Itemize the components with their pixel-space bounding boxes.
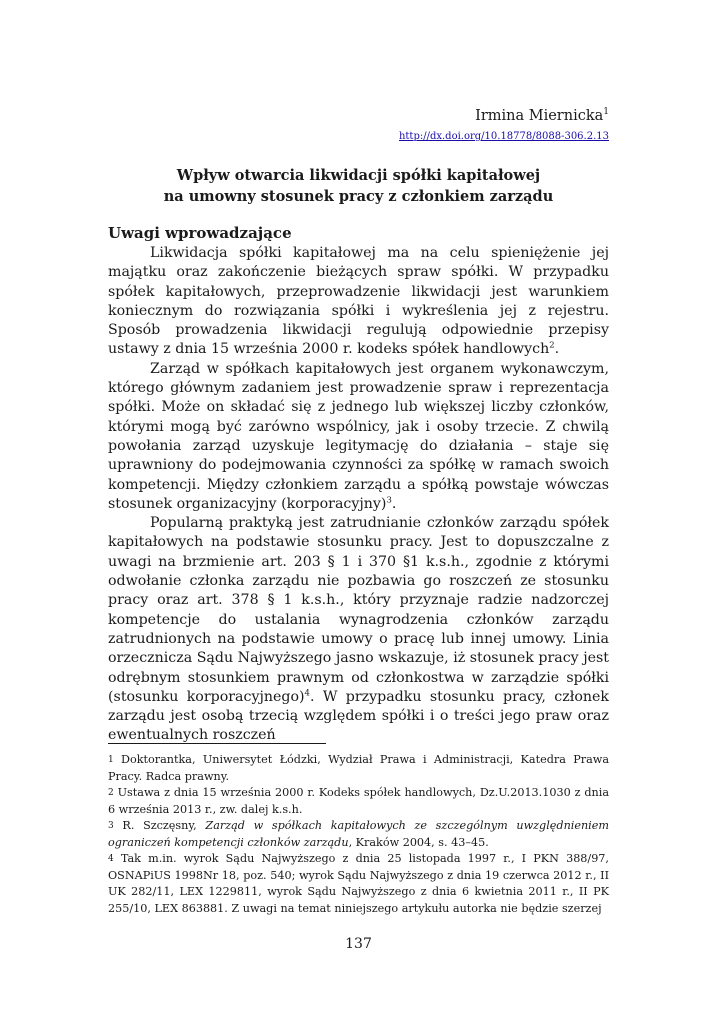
doi-link[interactable]: http://dx.doi.org/10.18778/8088-306.2.13 (398, 131, 609, 142)
footnote-3-prefix: R. Szczęsny, (113, 819, 206, 832)
footnote-4-number: 4 (108, 854, 114, 864)
footnote-3 (108, 818, 609, 851)
paragraph-1 (108, 244, 609, 360)
footnote-2-number: 2 (108, 788, 114, 798)
body-text (108, 244, 609, 746)
footnote-2-text: Ustawa z dnia 15 września 2000 r. Kodeks spółek handlowych, Dz.U.2013.1030 z dnia 6 września 2013 r., zw. dalej k.s.h. (108, 786, 609, 816)
footnote-1-number: 1 (108, 755, 114, 765)
title-line-2: na umowny stosunek pracy z członkiem zarządu (163, 188, 554, 205)
footnote-divider (108, 743, 326, 744)
page-number: 137 (345, 936, 372, 952)
footnote-4-text: Tak m.in. wyrok Sądu Najwyższego z dnia 25 listopada 1997 r., I PKN 388/97, OSNAPiUS 1998Nr 18, poz. 540; wyrok Sądu Najwyższego z dnia 19 czerwca 2012 r., II UK 282/11, LEX 1229811, wyrok Sądu Najwyższego z dnia 6 kwietnia 2011 r., II PK 255/10, LEX 863881. Z uwagi na temat niniejszego artykułu autorka nie będzie szerzej (108, 852, 609, 915)
footnote-ref-3[interactable]: 3 (386, 495, 392, 506)
footnote-3-suffix: , Kraków 2004, s. 43–45. (348, 835, 489, 849)
footnote-4 (108, 851, 609, 917)
footnote-3-book-title: Zarząd w spółkach kapitałowych ze szczególnym uwzględnieniem ograniczeń kompetencji członków zarządu (108, 819, 609, 849)
paragraph-3-end: . W przypadku stosunku pracy, członek zarządu jest osobą trzecią względem spółki i o treści jego praw oraz ewentualnych roszczeń (108, 688, 609, 744)
article-title (108, 165, 609, 207)
paragraph-1-end: . (554, 341, 560, 358)
footnote-1-text: Doktorantka, Uniwersytet Łódzki, Wydział Prawa i Administracji, Katedra Prawa Pracy. Radca prawny. (108, 753, 609, 783)
footnotes (108, 752, 609, 917)
paragraph-2-text: Zarząd w spółkach kapitałowych jest organem wykonawczym, którego głównym zadaniem jest prowadzenie spraw i reprezentacja spółki. Może on składać się z jednego lub większej liczby członków, którymi mogą być zarówno wspólnicy, jak i osoby trzecie. Z chwilą powołania zarząd uzyskuje legitymację do działania – staje się uprawniony do podejmowania czynności za spółkę w ramach swoich kompetencji. Między członkiem zarządu a spółką powstaje wówczas stosunek organizacyjny (korporacyjny) (108, 360, 609, 512)
title-line-1: Wpływ otwarcia likwidacji spółki kapitałowej (176, 167, 541, 184)
footnote-ref-4[interactable]: 4 (304, 688, 310, 699)
footnote-2 (108, 785, 609, 818)
author-name: Irmina Miernicka (475, 108, 604, 124)
section-heading: Uwagi wprowadzające (108, 224, 292, 242)
author-footnote-marker[interactable]: 1 (603, 107, 609, 118)
paragraph-1-text: Likwidacja spółki kapitałowej ma na celu spieniężenie jej majątku oraz zakończenie bieżących spraw spółki. W przypadku spółek kapitałowych, przeprowadzenie likwidacji jest warunkiem koniecznym do rozwiązania spółki i wykreślenia jej z rejestru. Sposób prowadzenia likwidacji regulują odpowiednie przepisy ustawy z dnia 15 września 2000 r. kodeks spółek handlowych (108, 245, 609, 358)
footnote-1 (108, 752, 609, 785)
footnote-3-number: 3 (108, 821, 114, 831)
author-line (475, 108, 609, 124)
paragraph-2 (108, 360, 609, 514)
paragraph-3 (108, 514, 609, 746)
footnote-ref-2[interactable]: 2 (549, 340, 555, 351)
paragraph-3-text: Popularną praktyką jest zatrudnianie członków zarządu spółek kapitałowych na podstawie stosunku pracy. Jest to dopuszczalne z uwagi na brzmienie art. 203 § 1 i 370 §1 k.s.h., zgodnie z którymi odwołanie członka zarządu nie pozbawia go roszczeń ze stosunku pracy oraz art. 378 § 1 k.s.h., który przyznaje radzie nadzorczej kompetencje do ustalania wynagrodzenia członków zarządu zatrudnionych na podstawie umowy o pracę lub innej umowy. Linia orzecznicza Sądu Najwyższego jasno wskazuje, iż stosunek pracy jest odrębnym stosunkiem prawnym od członkostwa w zarządzie spółki (stosunku korporacyjnego) (108, 515, 609, 705)
paragraph-2-end: . (391, 495, 397, 512)
